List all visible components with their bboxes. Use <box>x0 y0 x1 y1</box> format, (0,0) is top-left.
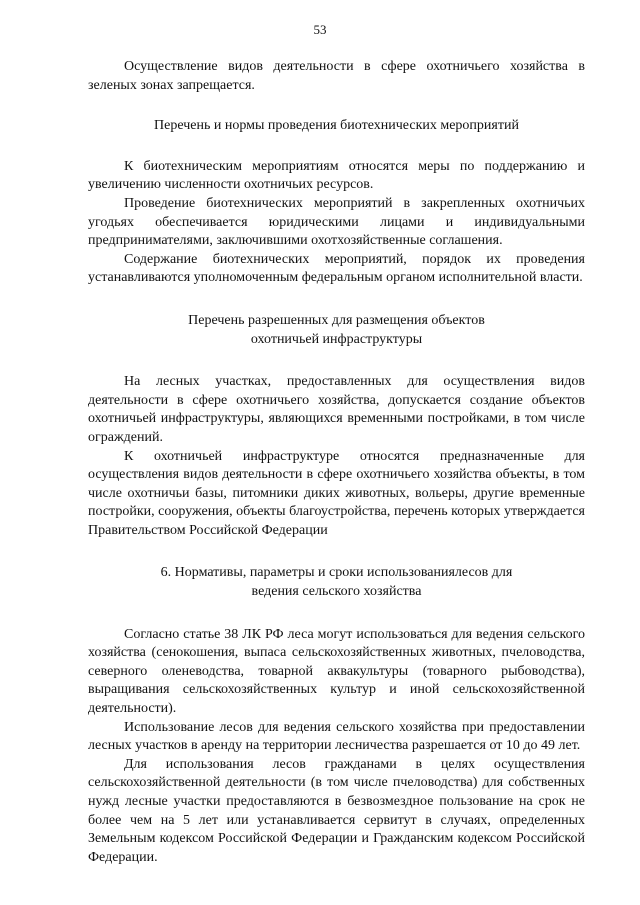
paragraph-biotechnical-conduct: Проведение биотехнических мероприятий в закрепленных охотничьих угодьях обеспечивается юридическими лицами и индивидуальными предпринимателями, заключившими охотхозяйственные соглашения. <box>88 195 585 249</box>
paragraph-infrastructure-creation: На лесных участках, предоставленных для осуществления видов деятельности в сфере охотничьего хозяйства, допускается создание объектов охотничьей инфраструктуры, являющихся временными постройками, в том числе ограждений. <box>88 374 585 445</box>
heading-infrastructure-line-2: охотничьей инфраструктуры <box>250 331 423 347</box>
paragraph-article-38: Согласно статье 38 ЛК РФ леса могут использоваться для ведения сельского хозяйства (сенокошения, выпаса сельскохозяйственных животных, пчеловодства, северного оленеводства, товарной аквакультуры (товарного рыбоводства), выращивания сельскохозяйственных культур и иной сельскохозяйственной деятельности). <box>88 626 585 717</box>
paragraph-citizens-use: Для использования лесов гражданами в целях осуществления сельскохозяйственной деятельности (в том числе пчеловодства) для собственных нужд лесные участки предоставляются в безвозмездное пользование на срок не более чем на 5 лет или устанавливается сервитут в случаях, определенных Земельным кодексом Российской Федерации и Гражданским кодексом Российской Федерации. <box>88 756 585 865</box>
heading-section-6-line-1: 6. Нормативы, параметры и сроки использованиялесов для <box>160 565 513 581</box>
heading-infrastructure <box>88 312 585 349</box>
paragraph-biotechnical-content: Содержание биотехнических мероприятий, порядок их проведения устанавливаются уполномоченным федеральным органом исполнительной власти. <box>88 251 585 286</box>
document-body <box>88 58 585 867</box>
paragraph-lease-terms: Использование лесов для ведения сельского хозяйства при предоставлении лесных участков в аренду на территории лесничества разрешается от 10 до 49 лет. <box>88 719 585 754</box>
heading-infrastructure-line-1: Перечень разрешенных для размещения объектов <box>188 312 485 328</box>
heading-section-6 <box>88 564 585 601</box>
heading-biotechnical-measures: Перечень и нормы проведения биотехнических мероприятий <box>154 118 519 134</box>
paragraph-biotechnical-definition: К биотехническим мероприятиям относятся меры по поддержанию и увеличению численности охотничьих ресурсов. <box>88 158 585 193</box>
paragraph-infrastructure-list: К охотничьей инфраструктуре относятся предназначенные для осуществления видов деятельности в сфере охотничьего хозяйства объекты, в том числе охотничьи базы, питомники диких животных, вольеры, другие временные постройки, сооружения, объекты благоустройства, перечень которых утверждается Правительством Российской Федерации <box>88 448 585 538</box>
heading-section-6-line-2: ведения сельского хозяйства <box>251 584 422 600</box>
paragraph-green-zones: Осуществление видов деятельности в сфере охотничьего хозяйства в зеленых зонах запрещается. <box>88 59 585 93</box>
page-number: 53 <box>313 22 327 37</box>
